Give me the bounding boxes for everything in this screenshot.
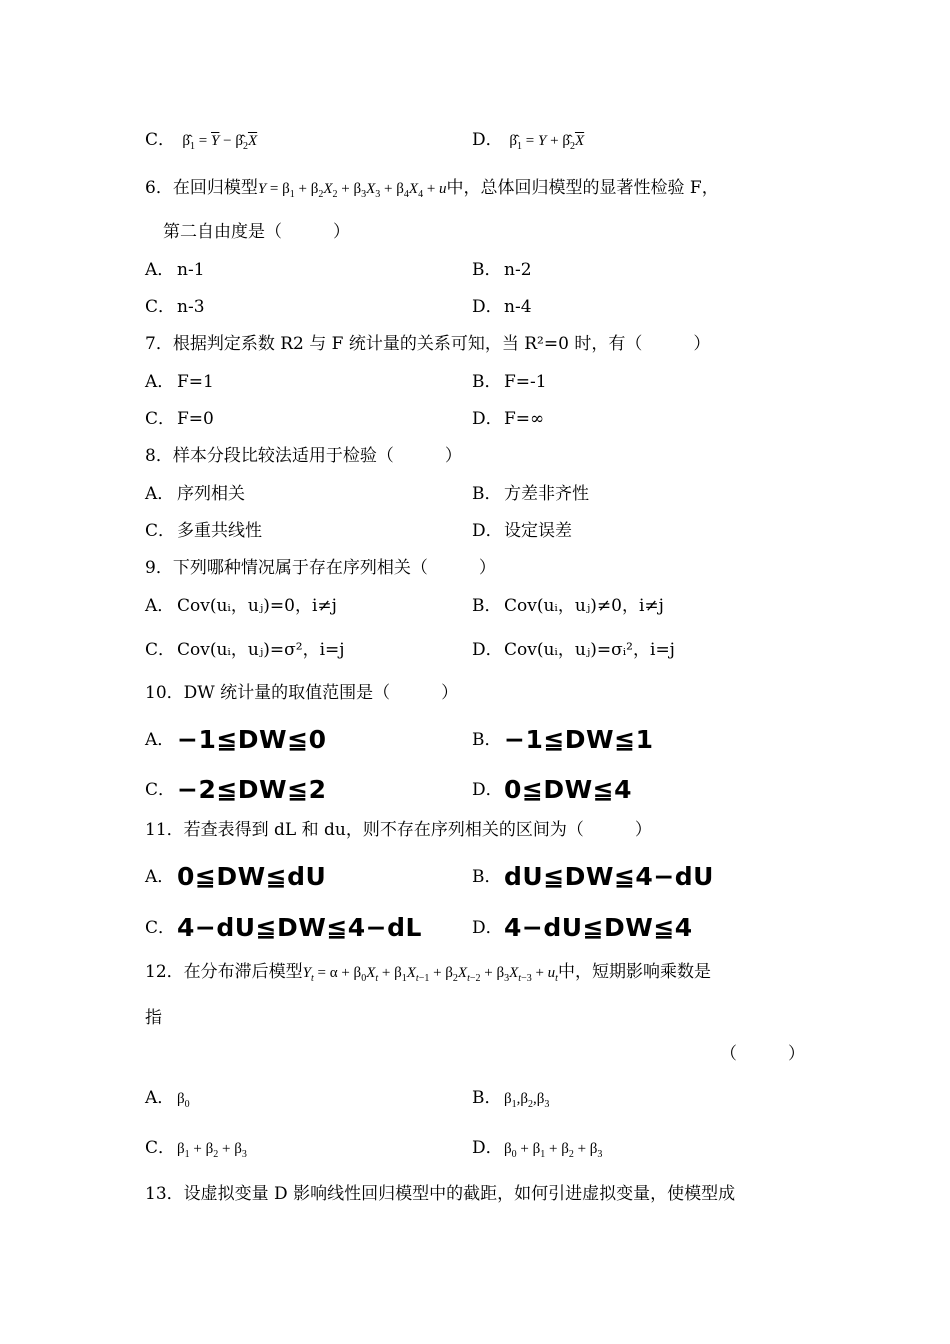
q5-option-d: D． $\betâ_1 = Y$ + $\betâ_2\overline{X}$ [472, 130, 585, 152]
q9-option-b: B． Cov(uᵢ，uⱼ)≠0，i≠j [472, 596, 664, 616]
q5-option-c: C． $\betâ_1 = \overline{Y}$ − $\betâ_2\overline{X}$ [145, 130, 258, 152]
q12-option-c: C． $\beta_1 + \beta_2 + \beta_3$ [145, 1138, 247, 1160]
q10-option-b: B． −1≦DW≦1 [472, 725, 654, 754]
q6-option-c: C． n-3 [145, 297, 205, 317]
q12-option-b: B． $\beta_1,\beta_2,\beta_3$ [472, 1088, 550, 1110]
q11-option-d: D．4−dU≦DW≦4 [472, 913, 693, 942]
q6-option-b: B． n-2 [472, 260, 532, 280]
q10-option-c: C．−2≦DW≦2 [145, 775, 327, 804]
q8-option-a: A． 序列相关 [145, 484, 245, 504]
q11-option-a: A． 0≦DW≦dU [145, 862, 327, 891]
q8-option-d: D．设定误差 [472, 521, 572, 541]
q6-option-a: A． n-1 [145, 260, 205, 280]
q5-option-d-formula: $\betâ_1 = Y$ + $\betâ_2\overline{X}$ [509, 133, 585, 152]
q6-formula: $Y = \beta_1 + \beta_2X_2 + \beta_3X_3 + \beta_4X_4 + u$ [257, 181, 447, 200]
q10-option-a: A． −1≦DW≦0 [145, 725, 327, 754]
q7-stem: 7．根据判定系数 R2 与 F 统计量的关系可知，当 R²=0 时，有（ ） [145, 334, 711, 354]
q9-stem: 9．下列哪种情况属于存在序列相关（ ） [145, 558, 496, 578]
q11-option-c: C．4−dU≦DW≦4−dL [145, 913, 422, 942]
q7-option-a: A． F=1 [145, 372, 214, 392]
q11-option-b: B． dU≦DW≦4−dU [472, 862, 714, 891]
q12-option-d: D．$\beta_0 + \beta_1 + \beta_2 + \beta_3$ [472, 1138, 603, 1160]
q7-option-c: C． F=0 [145, 409, 214, 429]
q10-option-d: D．0≦DW≦4 [472, 775, 633, 804]
q11-stem: 11．若查表得到 dL 和 du，则不存在序列相关的区间为（ ） [145, 820, 652, 840]
q12-stem-line2: 指 [145, 1008, 162, 1028]
q12-formula: $Y_t = \alpha + \beta_0X_t + \beta_1X_{t-1} + \beta_2X_{t-2} + \beta_3X_{t-3} + u_t$ [302, 965, 558, 984]
q12-option-a: A． $\beta_0$ [145, 1088, 190, 1110]
q8-stem: 8．样本分段比较法适用于检验（ ） [145, 446, 462, 466]
q8-option-b: B． 方差非齐性 [472, 484, 589, 504]
q6-stem: 6．在回归模型$Y = \beta_1 + \beta_2X_2 + \beta_3X_3 + \beta_4X_4 + u$中，总体回归模型的显著性检验 F， [145, 178, 719, 200]
q9-option-a: A． Cov(uᵢ，uⱼ)=0，i≠j [145, 596, 337, 616]
q12-answer-paren: （ ） [720, 1044, 805, 1064]
q8-option-c: C． 多重共线性 [145, 521, 262, 541]
q9-option-d: D．Cov(uᵢ，uⱼ)=σᵢ²，i=j [472, 640, 675, 660]
q6-stem-line2: 第二自由度是（ ） [163, 222, 350, 242]
q7-option-b: B． F=-1 [472, 372, 547, 392]
q9-option-c: C． Cov(uᵢ，uⱼ)=σ²，i=j [145, 640, 345, 660]
q5-option-c-formula: $\betâ_1 = \overline{Y}$ − $\betâ_2\overline{X}$ [182, 133, 258, 152]
q6-option-d: D．n-4 [472, 297, 532, 317]
q10-stem: 10．DW 统计量的取值范围是（ ） [145, 683, 459, 703]
q13-stem: 13．设虚拟变量 D 影响线性回归模型中的截距，如何引进虚拟变量，使模型成 [145, 1184, 736, 1204]
q7-option-d: D．F=∞ [472, 409, 545, 429]
q12-stem: 12．在分布滞后模型$Y_t = \alpha + \beta_0X_t + \beta_1X_{t-1} + \beta_2X_{t-2} + \beta_3X_{t-3} + u_t$中，短期影响乘数是 [145, 962, 711, 984]
